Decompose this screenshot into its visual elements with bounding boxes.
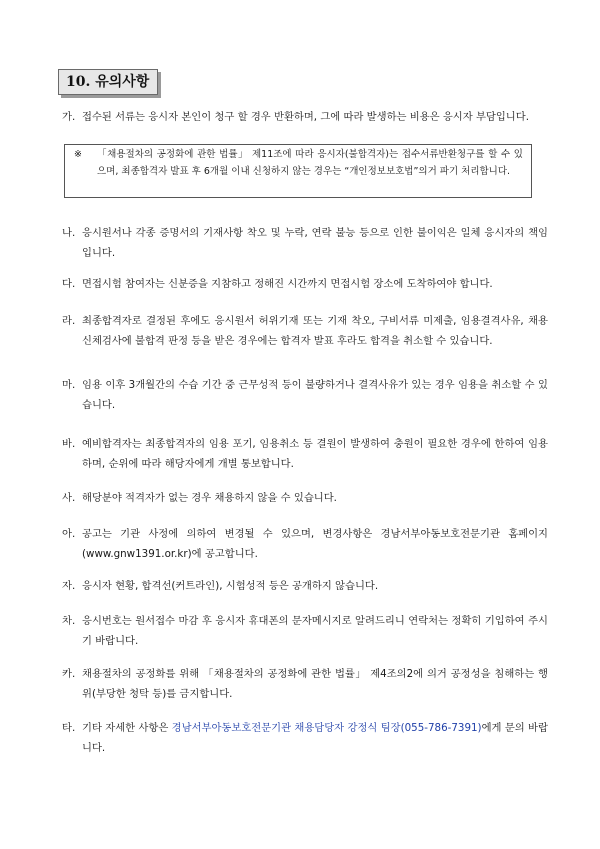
item-marker: 나. xyxy=(62,227,76,239)
notice-item-ka xyxy=(62,665,548,704)
item-marker: 차. xyxy=(62,615,76,627)
item-marker: 마. xyxy=(62,379,76,391)
notice-item-cha xyxy=(62,612,548,651)
item-marker: 아. xyxy=(62,528,76,540)
section-title: 10. 유의사항 xyxy=(58,69,158,95)
item-marker: 타. xyxy=(62,722,76,734)
note-marker: ※ xyxy=(74,149,82,160)
item-text xyxy=(62,719,548,758)
item-marker: 라. xyxy=(62,315,76,327)
item-text: 접수된 서류는 응시자 본인이 청구 할 경우 반환하며, 그에 따라 발생하는 비용은 응시자 부담입니다. xyxy=(82,111,529,123)
item-marker: 사. xyxy=(62,492,76,504)
item-marker: 다. xyxy=(62,278,76,290)
item-text: 응시자 현황, 합격선(커트라인), 시험성적 등은 공개하지 않습니다. xyxy=(82,580,379,592)
item-text-before: 기타 자세한 사항은 xyxy=(82,722,172,734)
item-text-after: 에게 문의 바랍니다. xyxy=(82,722,548,754)
notice-item-da xyxy=(62,275,548,295)
notice-item-ta xyxy=(62,719,548,758)
item-text: 예비합격자는 최종합격자의 임용 포기, 임용취소 등 결원이 발생하여 충원이 필요한 경우에 한하여 임용하며, 순위에 따라 해당자에게 개별 통보합니다. xyxy=(82,438,548,470)
notice-item-ja xyxy=(62,577,548,597)
item-text: 해당분야 적격자가 없는 경우 채용하지 않을 수 있습니다. xyxy=(82,492,337,504)
item-text: 채용절차의 공정화를 위해 「채용절차의 공정화에 관한 법률」 제4조의2에 의거 공정성을 침해하는 행위(부당한 청탁 등)를 금지합니다. xyxy=(82,668,548,700)
item-text: 응시원서나 각종 증명서의 기재사항 착오 및 누락, 연락 불능 등으로 인한 불이익은 일체 응시자의 책임입니다. xyxy=(82,227,548,259)
notice-item-na xyxy=(62,224,548,263)
return-claim-note xyxy=(64,144,532,198)
item-text: 공고는 기관 사정에 의하여 변경될 수 있으며, 변경사항은 경남서부아동보호전문기관 홈페이지(www.gnw1391.or.kr)에 공고합니다. xyxy=(82,528,548,560)
notice-item-ba xyxy=(62,435,548,474)
notice-item-ra xyxy=(62,312,548,351)
item-text: 응시번호는 원서접수 마감 후 응시자 휴대폰의 문자메시지로 알려드리니 연락처는 정확히 기입하여 주시기 바랍니다. xyxy=(82,615,548,647)
item-marker: 자. xyxy=(62,580,76,592)
notice-item-a xyxy=(62,525,548,564)
item-marker: 바. xyxy=(62,438,76,450)
item-marker: 카. xyxy=(62,668,76,680)
item-text: 최종합격자로 결정된 후에도 응시원서 허위기재 또는 기재 착오, 구비서류 미제출, 임용결격사유, 채용 신체검사에 불합격 판정 등을 받은 경우에는 합격자 발표 후라도 합격을 취소할 수 있습니다. xyxy=(82,315,548,347)
notice-item-sa xyxy=(62,489,548,509)
notice-item-ma xyxy=(62,376,548,415)
item-marker: 가. xyxy=(62,111,76,123)
note-text: 「채용절차의 공정화에 관한 법률」 제11조에 따라 응시자(불합격자)는 접수서류반환청구를 할 수 있으며, 최종합격자 발표 후 6개월 이내 신청하지 않는 경우는 “개인정보보호법”의거 파기 처리합니다. xyxy=(97,149,523,177)
notice-item-ga xyxy=(62,108,548,128)
item-text: 임용 이후 3개월간의 수습 기간 중 근무성적 등이 불량하거나 결격사유가 있는 경우 임용을 취소할 수 있습니다. xyxy=(82,379,548,411)
contact-person-highlight: 경남서부아동보호전문기관 채용담당자 강정식 팀장(055-786-7391) xyxy=(171,722,482,734)
item-text: 면접시험 참여자는 신분증을 지참하고 정해진 시간까지 면접시험 장소에 도착하여야 합니다. xyxy=(82,278,493,290)
